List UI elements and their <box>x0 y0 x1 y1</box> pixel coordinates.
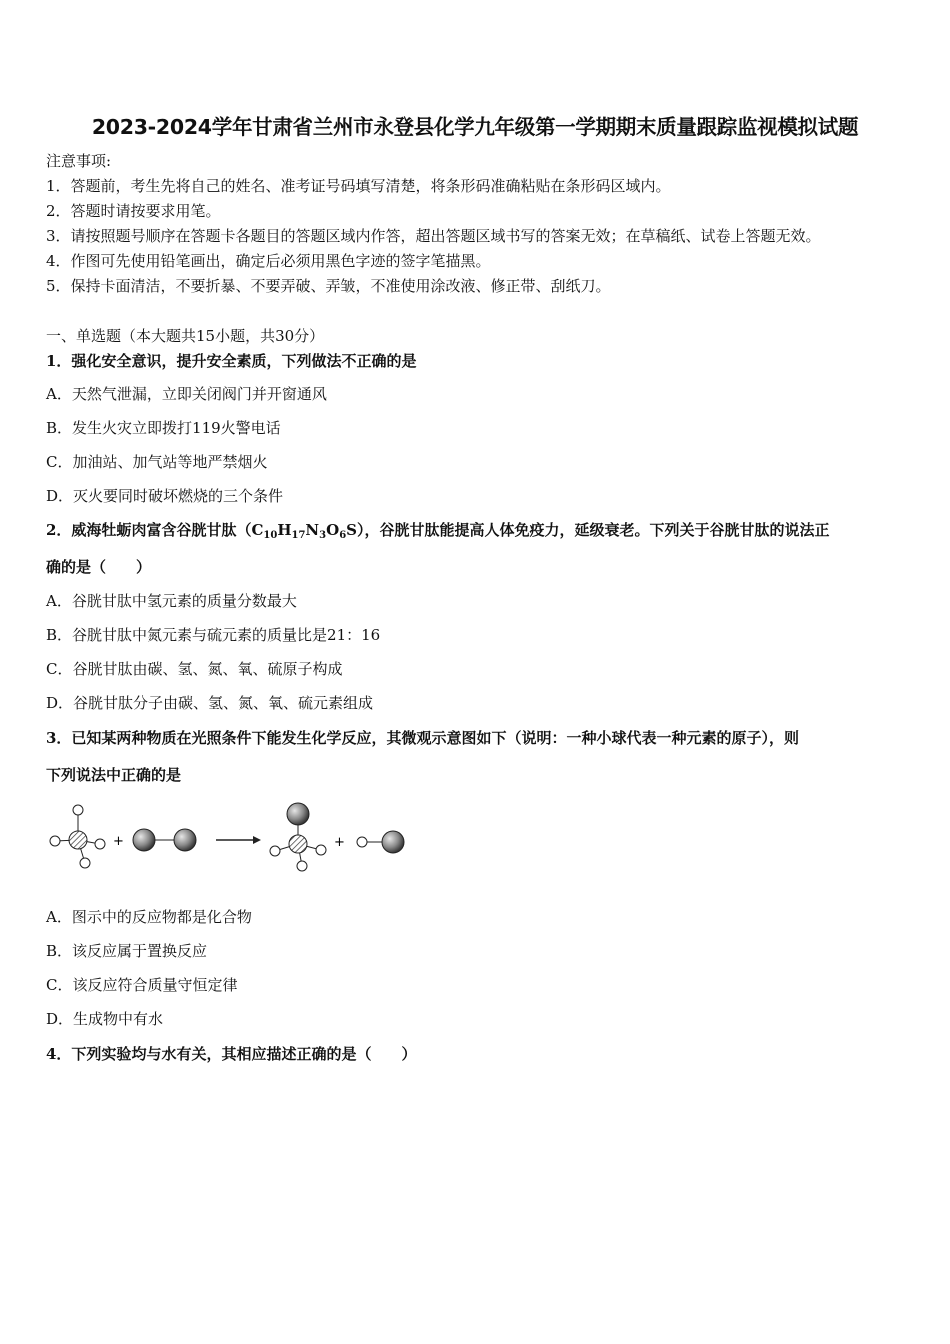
notice-item-4: 4．作图可先使用铅笔画出，确定后必须用黑色字迹的签字笔描黑。 <box>46 252 491 270</box>
product-molecule-1 <box>270 803 326 871</box>
q2-option-a: A．谷胱甘肽中氢元素的质量分数最大 <box>46 592 297 610</box>
q2-stem-before: 2．威海牡蛎肉富含谷胱甘肽（C <box>46 521 264 539</box>
small-atom <box>50 836 60 846</box>
q1-option-b: B．发生火灾立即拨打119火警电话 <box>46 419 281 437</box>
formula-h: H <box>277 521 292 539</box>
small-atom <box>95 839 105 849</box>
plus-sign-2: + <box>334 835 345 850</box>
hatched-atom <box>289 835 307 853</box>
q3-option-c: C．该反应符合质量守恒定律 <box>46 976 238 994</box>
large-atom <box>133 829 155 851</box>
page-title: 2023-2024学年甘肃省兰州市永登县化学九年级第一学期期末质量跟踪监视模拟试题 <box>91 115 859 139</box>
formula-sub-c: 10 <box>263 530 278 541</box>
reactant-molecule-1 <box>50 805 105 868</box>
notice-item-2: 2．答题时请按要求用笔。 <box>46 202 221 220</box>
reaction-arrow <box>216 836 261 844</box>
q1-option-a: A．天然气泄漏，立即关闭阀门并开窗通风 <box>46 385 327 403</box>
q1-stem: 1．强化安全意识，提升安全素质，下列做法不正确的是 <box>46 352 417 370</box>
q3-option-a: A．图示中的反应物都是化合物 <box>46 908 252 926</box>
q2-stem-line2: 确的是（ ） <box>46 558 152 576</box>
small-atom <box>270 846 280 856</box>
product-molecule-2 <box>357 831 404 853</box>
small-atom <box>80 858 90 868</box>
formula-n: N <box>305 521 320 539</box>
large-atom <box>382 831 404 853</box>
q2-stem <box>46 520 830 546</box>
q3-option-d: D．生成物中有水 <box>46 1010 164 1028</box>
reaction-diagram <box>40 796 420 876</box>
small-atom <box>73 805 83 815</box>
q1-option-d: D．灭火要同时破坏燃烧的三个条件 <box>46 487 284 505</box>
formula-sub-o: 6 <box>339 530 347 541</box>
notice-heading: 注意事项: <box>46 152 112 170</box>
q3-option-b: B．该反应属于置换反应 <box>46 942 208 960</box>
formula-o: O <box>326 521 340 539</box>
q2-option-c: C．谷胱甘肽由碳、氢、氮、氧、硫原子构成 <box>46 660 343 678</box>
small-atom <box>297 861 307 871</box>
q2-stem-after: S），谷胱甘肽能提高人体免疫力，延级衰老。下列关于谷胱甘肽的说法正 <box>346 521 830 539</box>
q2-option-d: D．谷胱甘肽分子由碳、氢、氮、氧、硫元素组成 <box>46 694 374 712</box>
q2-option-b: B．谷胱甘肽中氮元素与硫元素的质量比是21：16 <box>46 626 381 644</box>
plus-sign-1: + <box>113 834 124 849</box>
notice-item-3: 3．请按照题号顺序在答题卡各题目的答题区域内作答，超出答题区域书写的答案无效；在草稿纸、试卷上答题无效。 <box>46 227 821 245</box>
formula-sub-h: 17 <box>291 530 306 541</box>
q3-stem: 3．已知某两种物质在光照条件下能发生化学反应，其微观示意图如下（说明：一种小球代表一种元素的原子），则 <box>46 729 799 747</box>
large-atom <box>174 829 196 851</box>
reactant-molecule-2 <box>133 829 196 851</box>
hatched-atom <box>69 831 87 849</box>
q4-stem: 4．下列实验均与水有关，其相应描述正确的是（ ） <box>46 1045 417 1063</box>
q1-option-c: C．加油站、加气站等地严禁烟火 <box>46 453 268 471</box>
notice-item-5: 5．保持卡面清洁，不要折暴、不要弄破、弄皱，不准使用涂改液、修正带、刮纸刀。 <box>46 277 611 295</box>
small-atom <box>357 837 367 847</box>
large-atom <box>287 803 309 825</box>
small-atom <box>316 845 326 855</box>
formula-sub-n: 3 <box>319 530 327 541</box>
notice-item-1: 1．答题前，考生先将自己的姓名、准考证号码填写清楚，将条形码准确粘贴在条形码区域内。 <box>46 177 671 195</box>
q3-stem-line2: 下列说法中正确的是 <box>46 766 182 784</box>
section-heading: 一、单选题（本大题共15小题，共30分） <box>46 327 325 345</box>
